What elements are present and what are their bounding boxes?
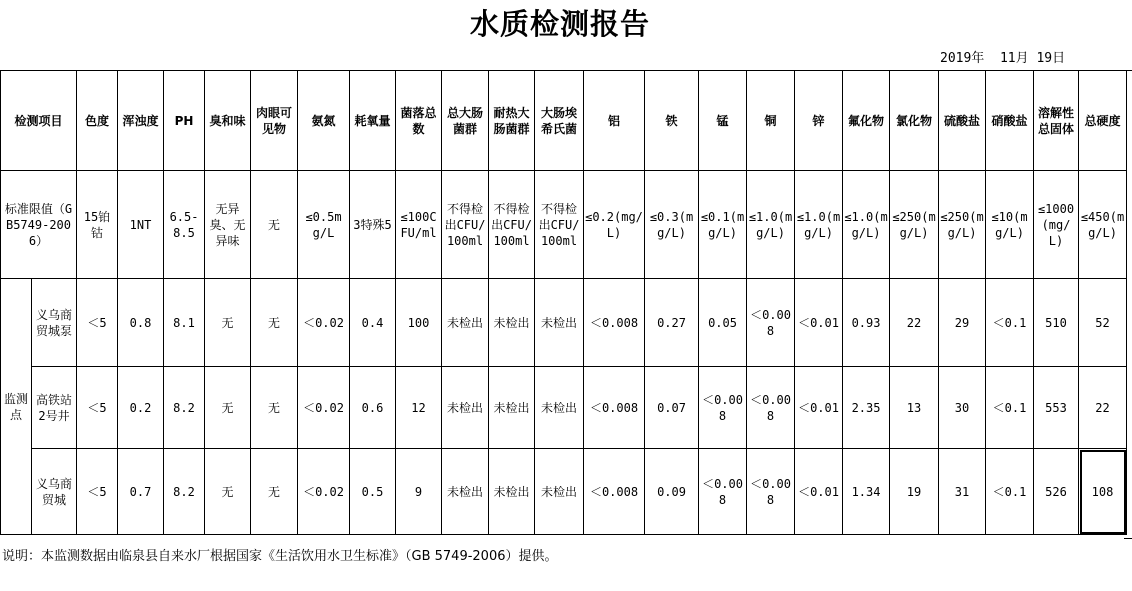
- data-cell[interactable]: ＜5: [77, 449, 118, 535]
- header-cell[interactable]: 菌落总数: [396, 71, 442, 171]
- standard-cell[interactable]: 15铂钴: [77, 171, 118, 279]
- table-row: [1, 279, 1127, 367]
- data-cell[interactable]: ＜0.02: [298, 449, 350, 535]
- data-cell[interactable]: ＜0.1: [986, 449, 1034, 535]
- data-cell[interactable]: 8.2: [164, 449, 205, 535]
- header-item[interactable]: 检测项目: [1, 71, 77, 171]
- standard-cell[interactable]: ≤0.5mg/L: [298, 171, 350, 279]
- data-cell[interactable]: 9: [396, 449, 442, 535]
- note-text: 说明：本监测数据由临泉县自来水厂根据国家《生活饮用水卫生标准》（GB 5749-2006）提供。: [2, 549, 558, 564]
- data-cell[interactable]: 30: [939, 367, 986, 449]
- data-cell[interactable]: 510: [1034, 279, 1079, 367]
- header-cell[interactable]: PH: [164, 71, 205, 171]
- data-cell[interactable]: 未检出: [489, 449, 535, 535]
- data-cell[interactable]: 22: [890, 279, 939, 367]
- data-cell[interactable]: ＜0.01: [795, 279, 843, 367]
- standard-cell[interactable]: ≤1.0(mg/L): [795, 171, 843, 279]
- data-cell[interactable]: 0.5: [350, 449, 396, 535]
- standard-cell[interactable]: ≤0.3(mg/L): [645, 171, 699, 279]
- data-cell[interactable]: 未检出: [535, 449, 584, 535]
- header-cell[interactable]: 总硬度: [1079, 71, 1127, 171]
- header-cell[interactable]: 铜: [747, 71, 795, 171]
- standard-cell[interactable]: 不得检出CFU/100ml: [442, 171, 489, 279]
- header-row: [1, 71, 1127, 171]
- header-cell[interactable]: 氨氮: [298, 71, 350, 171]
- data-cell[interactable]: 未检出: [489, 367, 535, 449]
- standard-cell[interactable]: 不得检出CFU/100ml: [535, 171, 584, 279]
- standard-cell[interactable]: ≤1.0(mg/L): [747, 171, 795, 279]
- data-cell[interactable]: 0.8: [118, 279, 164, 367]
- data-cell[interactable]: 526: [1034, 449, 1079, 535]
- data-cell[interactable]: 8.2: [164, 367, 205, 449]
- data-cell[interactable]: ＜0.008: [584, 367, 645, 449]
- right-divider: [1124, 538, 1132, 539]
- data-cell[interactable]: 100: [396, 279, 442, 367]
- data-cell[interactable]: ＜0.008: [584, 279, 645, 367]
- header-cell[interactable]: 铁: [645, 71, 699, 171]
- data-cell[interactable]: 0.27: [645, 279, 699, 367]
- standard-cell[interactable]: ≤0.2(mg/L): [584, 171, 645, 279]
- data-cell[interactable]: 无: [205, 449, 251, 535]
- data-cell[interactable]: 未检出: [535, 367, 584, 449]
- header-cell[interactable]: 硝酸盐: [986, 71, 1034, 171]
- site-cell[interactable]: 高铁站2号井: [32, 367, 77, 449]
- data-cell[interactable]: 1.34: [843, 449, 890, 535]
- standard-cell[interactable]: 无异臭、无异味: [205, 171, 251, 279]
- data-cell[interactable]: ＜0.1: [986, 367, 1034, 449]
- header-cell[interactable]: 氟化物: [843, 71, 890, 171]
- standard-cell[interactable]: 不得检出CFU/100ml: [489, 171, 535, 279]
- header-cell[interactable]: 耐热大肠菌群: [489, 71, 535, 171]
- data-cell[interactable]: 22: [1079, 367, 1127, 449]
- data-cell[interactable]: ＜0.008: [699, 449, 747, 535]
- data-cell[interactable]: 未检出: [442, 279, 489, 367]
- header-cell[interactable]: 浑浊度: [118, 71, 164, 171]
- data-cell[interactable]: 19: [890, 449, 939, 535]
- data-cell[interactable]: 无: [205, 367, 251, 449]
- standard-cell[interactable]: 6.5-8.5: [164, 171, 205, 279]
- standard-cell[interactable]: ≤100CFU/ml: [396, 171, 442, 279]
- data-cell[interactable]: ＜0.008: [584, 449, 645, 535]
- table-row: [1, 449, 1127, 535]
- monitoring-group-label[interactable]: 监测点: [1, 279, 32, 535]
- table-row: [1, 367, 1127, 449]
- data-cell[interactable]: ＜0.008: [747, 449, 795, 535]
- header-cell[interactable]: 锌: [795, 71, 843, 171]
- header-cell[interactable]: 总大肠菌群: [442, 71, 489, 171]
- data-cell[interactable]: 29: [939, 279, 986, 367]
- data-cell[interactable]: ＜5: [77, 367, 118, 449]
- data-cell[interactable]: 无: [251, 279, 298, 367]
- header-cell[interactable]: 氯化物: [890, 71, 939, 171]
- standard-cell[interactable]: ≤250(mg/L): [939, 171, 986, 279]
- data-cell[interactable]: ＜0.02: [298, 279, 350, 367]
- data-cell[interactable]: ＜0.01: [795, 449, 843, 535]
- data-cell[interactable]: 未检出: [442, 449, 489, 535]
- data-cell[interactable]: ＜5: [77, 279, 118, 367]
- data-cell[interactable]: 0.05: [699, 279, 747, 367]
- data-cell[interactable]: 0.07: [645, 367, 699, 449]
- standard-cell[interactable]: 3特殊5: [350, 171, 396, 279]
- selected-cell[interactable]: 108: [1079, 449, 1127, 535]
- data-cell[interactable]: ＜0.008: [699, 367, 747, 449]
- standard-cell[interactable]: 无: [251, 171, 298, 279]
- data-cell[interactable]: 未检出: [442, 367, 489, 449]
- data-cell[interactable]: 0.2: [118, 367, 164, 449]
- data-cell[interactable]: ＜0.008: [747, 367, 795, 449]
- data-cell[interactable]: ＜0.008: [747, 279, 795, 367]
- header-cell[interactable]: 臭和味: [205, 71, 251, 171]
- data-cell[interactable]: 无: [251, 449, 298, 535]
- standard-label[interactable]: 标准限值（GB5749-2006）: [1, 171, 77, 279]
- standard-cell[interactable]: ≤1000(mg/L): [1034, 171, 1079, 279]
- data-cell[interactable]: 0.7: [118, 449, 164, 535]
- water-quality-table: [0, 70, 1127, 535]
- data-cell[interactable]: 0.09: [645, 449, 699, 535]
- header-cell[interactable]: 铝: [584, 71, 645, 171]
- standard-cell[interactable]: ≤0.1(mg/L): [699, 171, 747, 279]
- data-cell[interactable]: 未检出: [489, 279, 535, 367]
- data-cell[interactable]: 31: [939, 449, 986, 535]
- data-cell[interactable]: 0.4: [350, 279, 396, 367]
- site-cell[interactable]: 义乌商贸城泵: [32, 279, 77, 367]
- header-cell[interactable]: 耗氧量: [350, 71, 396, 171]
- data-cell[interactable]: 8.1: [164, 279, 205, 367]
- header-cell[interactable]: 锰: [699, 71, 747, 171]
- report-date: 2019年 11月 19日: [940, 51, 1066, 66]
- data-cell[interactable]: 无: [251, 367, 298, 449]
- header-cell[interactable]: 大肠埃希氏菌: [535, 71, 584, 171]
- standard-cell[interactable]: ≤250(mg/L): [890, 171, 939, 279]
- data-cell[interactable]: 52: [1079, 279, 1127, 367]
- site-cell[interactable]: 义乌商贸城: [32, 449, 77, 535]
- header-cell[interactable]: 硫酸盐: [939, 71, 986, 171]
- data-cell[interactable]: 0.93: [843, 279, 890, 367]
- data-cell[interactable]: 无: [205, 279, 251, 367]
- standard-cell[interactable]: ≤450(mg/L): [1079, 171, 1127, 279]
- data-cell[interactable]: 2.35: [843, 367, 890, 449]
- data-cell[interactable]: ＜0.1: [986, 279, 1034, 367]
- header-cell[interactable]: 溶解性总固体: [1034, 71, 1079, 171]
- data-cell[interactable]: 12: [396, 367, 442, 449]
- data-cell[interactable]: 553: [1034, 367, 1079, 449]
- standard-cell[interactable]: ≤1.0(mg/L): [843, 171, 890, 279]
- data-cell[interactable]: ＜0.01: [795, 367, 843, 449]
- header-cell[interactable]: 肉眼可见物: [251, 71, 298, 171]
- data-cell[interactable]: ＜0.02: [298, 367, 350, 449]
- report-title: 水质检测报告: [469, 7, 650, 41]
- standard-cell[interactable]: ≤10(mg/L): [986, 171, 1034, 279]
- data-cell[interactable]: 13: [890, 367, 939, 449]
- data-cell[interactable]: 未检出: [535, 279, 584, 367]
- data-cell[interactable]: 0.6: [350, 367, 396, 449]
- standard-row: [1, 171, 1127, 279]
- header-cell[interactable]: 色度: [77, 71, 118, 171]
- standard-cell[interactable]: 1NT: [118, 171, 164, 279]
